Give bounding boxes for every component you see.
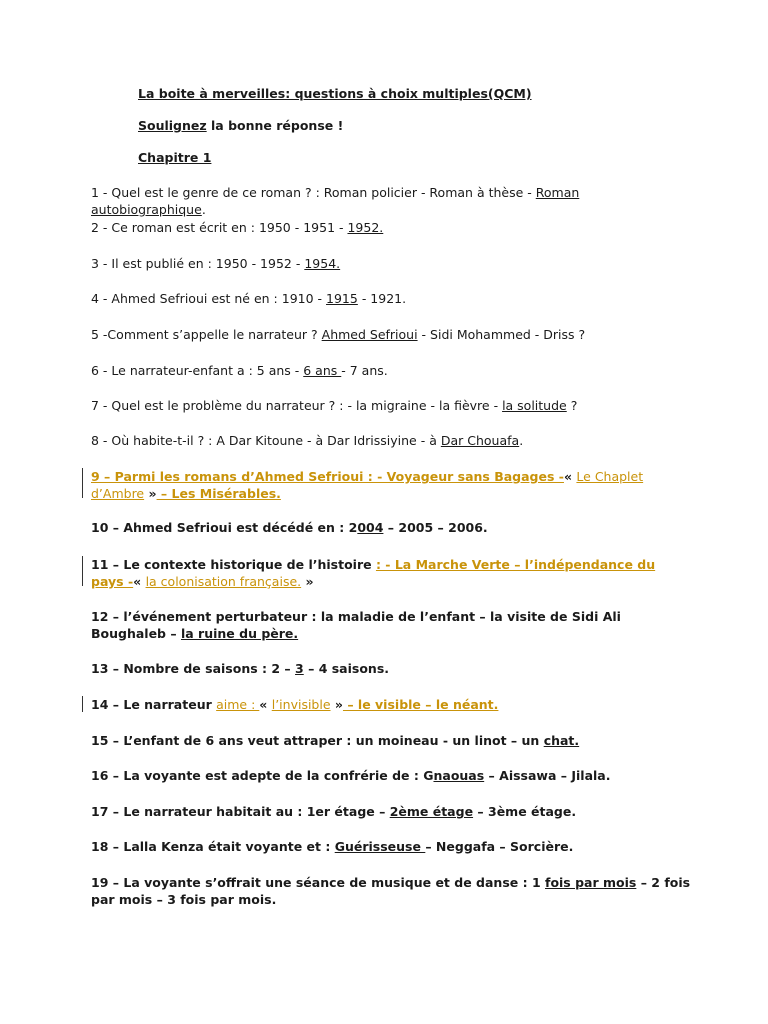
question-9 xyxy=(91,468,691,502)
q14-verb: aime : xyxy=(216,697,260,712)
q14-text: 14 – Le narrateur xyxy=(91,697,217,712)
q1-text: 1 - Quel est le genre de ce roman ? : Roman policier - Roman à thèse - xyxy=(91,185,536,200)
q18-answer: Guérisseuse xyxy=(334,839,426,854)
q4-answer: 1915 xyxy=(326,291,358,306)
q6-text: 6 - Le narrateur-enfant a : 5 ans - xyxy=(91,363,304,378)
question-18 xyxy=(91,838,691,855)
q5-tail: - Sidi Mohammed - Driss ? xyxy=(417,327,586,342)
question-4 xyxy=(91,290,691,307)
q13-answer: 3 xyxy=(295,661,304,676)
q12-answer: la ruine du père. xyxy=(180,626,299,641)
question-12 xyxy=(91,608,691,642)
q13-text: 13 – Nombre de saisons : 2 – xyxy=(91,661,296,676)
q2-text: 2 - Ce roman est écrit en : 1950 - 1951 - xyxy=(91,220,348,235)
question-8 xyxy=(91,432,691,449)
instruction-text: la bonne réponse ! xyxy=(206,118,344,133)
q6-answer: 6 ans xyxy=(303,363,342,378)
q17-text: 17 – Le narrateur habitait au : 1er étage – xyxy=(91,804,390,819)
q2-answer: 1952. xyxy=(347,220,384,235)
q4-text: 4 - Ahmed Sefrioui est né en : 1910 - xyxy=(91,291,327,306)
q1-tail: . xyxy=(201,202,206,217)
q10-text: 10 – Ahmed Sefrioui est décédé en : 2 xyxy=(91,520,358,535)
question-3 xyxy=(91,255,691,272)
question-11 xyxy=(91,556,691,590)
q16-answer: naouas xyxy=(433,768,485,783)
q5-answer: Ahmed Sefrioui xyxy=(321,327,418,342)
q11-text: 11 – Le contexte historique de l’histoire xyxy=(91,557,376,572)
q14-open-quote: « xyxy=(259,697,272,712)
question-6 xyxy=(91,362,691,379)
question-13 xyxy=(91,660,691,677)
q11-options: : - La Marche Verte – l’indépendance du pays - xyxy=(91,557,656,589)
q11-answer: la colonisation française. xyxy=(145,574,302,589)
q3-text: 3 - Il est publié en : 1950 - 1952 - xyxy=(91,256,305,271)
question-15 xyxy=(91,732,691,749)
q17-answer: 2ème étage xyxy=(389,804,474,819)
q8-tail: . xyxy=(519,433,524,448)
revision-marker xyxy=(82,696,83,712)
question-16 xyxy=(91,767,691,784)
q1-answer: Roman autobiographique xyxy=(91,185,580,217)
q14-answer: l’invisible xyxy=(271,697,331,712)
q12-text: 12 – l’événement perturbateur : la maladie de l’enfant – la visite de Sidi Ali Boughaleb – xyxy=(91,609,621,641)
question-10 xyxy=(91,519,691,536)
question-7 xyxy=(91,397,691,414)
q8-text: 8 - Où habite-t-il ? : A Dar Kitoune - à Dar Idrissiyine - à xyxy=(91,433,441,448)
q19-text: 19 – La voyante s’offrait une séance de musique et de danse : 1 xyxy=(91,875,545,890)
q3-answer: 1954. xyxy=(304,256,341,271)
q7-text: 7 - Quel est le problème du narrateur ? : - la migraine - la fièvre - xyxy=(91,398,503,413)
instruction xyxy=(138,117,738,134)
q18-text: 18 – Lalla Kenza était voyante et : xyxy=(91,839,335,854)
revision-marker xyxy=(82,556,83,586)
q16-tail: – Aissawa – Jilala. xyxy=(484,768,611,783)
question-14 xyxy=(91,696,691,713)
q19-answer: fois par mois xyxy=(545,875,637,890)
q19-tail: – 2 fois par mois – 3 fois par mois. xyxy=(91,875,691,907)
q15-answer: chat. xyxy=(543,733,580,748)
q9-close-quote: » xyxy=(144,486,157,501)
q5-text: 5 -Comment s’appelle le narrateur ? xyxy=(91,327,322,342)
q13-tail: – 4 saisons. xyxy=(303,661,390,676)
q6-tail: - 7 ans. xyxy=(341,363,388,378)
document-title: La boite à merveilles: questions à choix multiples(QCM) xyxy=(138,86,532,101)
revision-marker xyxy=(82,468,83,498)
chapter-heading: Chapitre 1 xyxy=(138,150,212,165)
q9-tail: – Les Misérables. xyxy=(156,486,281,501)
q14-tail: – le visible – le néant. xyxy=(342,697,499,712)
question-5 xyxy=(91,326,691,343)
question-19 xyxy=(91,874,691,908)
q7-answer: la solitude xyxy=(502,398,567,413)
q11-close-quote: » xyxy=(301,574,314,589)
q18-tail: – Neggafa – Sorcière. xyxy=(425,839,574,854)
q9-text: 9 – Parmi les romans d’Ahmed Sefrioui : - Voyageur sans Bagages - xyxy=(91,469,564,484)
question-2 xyxy=(91,219,691,236)
q9-open-quote: « xyxy=(563,469,577,484)
instruction-emphasis: Soulignez xyxy=(138,118,207,133)
q10-tail: – 2005 – 2006. xyxy=(383,520,488,535)
q11-open-quote: « xyxy=(133,574,146,589)
q9-answer: Le Chaplet d’Ambre xyxy=(91,469,644,501)
q7-tail: ? xyxy=(566,398,578,413)
q4-tail: - 1921. xyxy=(357,291,407,306)
q14-close-quote: » xyxy=(330,697,343,712)
q17-tail: – 3ème étage. xyxy=(473,804,577,819)
q10-answer: 004 xyxy=(357,520,384,535)
question-17 xyxy=(91,803,691,820)
q15-text: 15 – L’enfant de 6 ans veut attraper : un moineau - un linot – un xyxy=(91,733,544,748)
q8-answer: Dar Chouafa xyxy=(440,433,520,448)
q16-text: 16 – La voyante est adepte de la confrérie de : G xyxy=(91,768,434,783)
question-1 xyxy=(91,184,691,218)
